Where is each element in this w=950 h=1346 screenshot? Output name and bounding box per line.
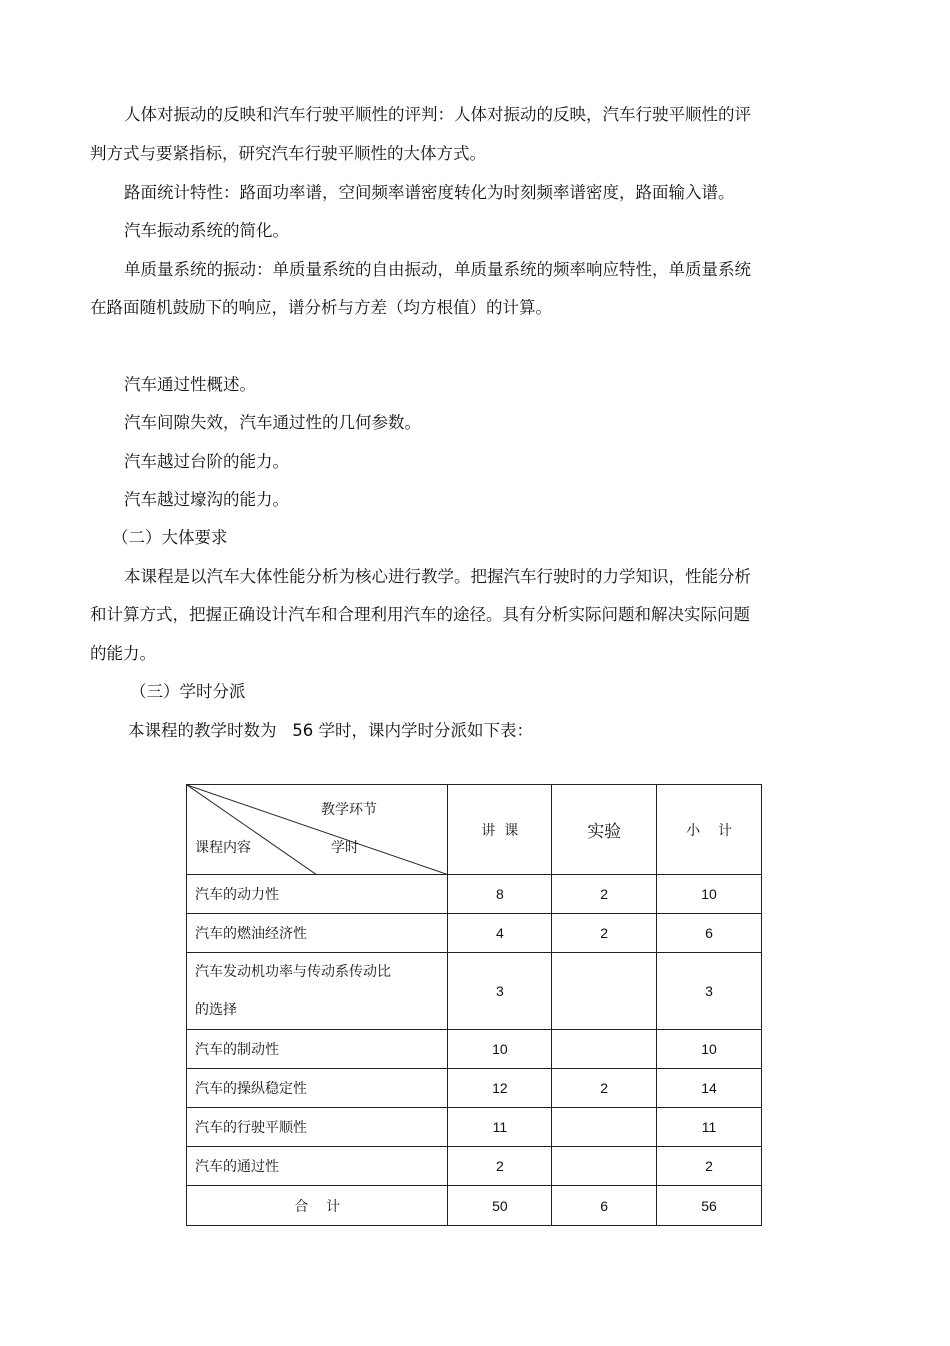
paragraph-line: 汽车通过性概述。	[124, 375, 256, 394]
row-course-line1: 汽车发动机功率与传动系传动比	[195, 964, 391, 980]
paragraph-line: 汽车越过台阶的能力。	[124, 452, 289, 471]
paragraph-line: 汽车间隙失效，汽车通过性的几何参数。	[124, 413, 421, 432]
row-lab: 2	[552, 1069, 657, 1108]
row-subtotal: 11	[657, 1108, 762, 1147]
paragraph-line: 路面统计特性：路面功率谱，空间频率谱密度转化为时刻频率谱密度，路面输入谱。	[124, 183, 735, 202]
table-row	[187, 914, 762, 953]
section-heading: （二）大体要求	[112, 528, 228, 547]
table-row	[187, 1108, 762, 1147]
row-lab	[552, 953, 657, 1030]
row-lab	[552, 1147, 657, 1186]
paragraph-line: 在路面随机鼓励下的响应，谱分析与方差（均方根值）的计算。	[90, 298, 552, 317]
total-label: 合 计	[187, 1186, 448, 1226]
row-lecture: 12	[448, 1069, 552, 1108]
diag-label-top: 教学环节	[321, 802, 377, 818]
table-row	[187, 953, 762, 1030]
row-lab	[552, 1108, 657, 1147]
row-course: 汽车的燃油经济性	[187, 914, 448, 953]
paragraph-line: 汽车振动系统的简化。	[124, 221, 289, 240]
row-lecture: 4	[448, 914, 552, 953]
total-lab: 6	[552, 1186, 657, 1226]
paragraph-line: 本课程的教学时数为 56 学时，课内学时分派如下表：	[128, 721, 533, 740]
table-header-row	[187, 785, 762, 875]
paragraph-line: 和计算方式，把握正确设计汽车和合理利用汽车的途径。具有分析实际问题和解决实际问题	[90, 605, 750, 624]
table-total-row	[187, 1186, 762, 1226]
row-lecture: 8	[448, 875, 552, 914]
paragraph-line: 本课程是以汽车大体性能分析为核心进行教学。把握汽车行驶时的力学知识，性能分析	[124, 567, 751, 586]
row-lecture: 10	[448, 1030, 552, 1069]
row-course: 汽车的动力性	[187, 875, 448, 914]
table-row	[187, 1069, 762, 1108]
row-lecture: 11	[448, 1108, 552, 1147]
row-lab: 2	[552, 875, 657, 914]
col-header-subtotal: 小 计	[657, 785, 762, 875]
row-subtotal: 14	[657, 1069, 762, 1108]
row-course: 汽车的通过性	[187, 1147, 448, 1186]
row-course: 汽车的制动性	[187, 1030, 448, 1069]
row-subtotal: 10	[657, 875, 762, 914]
row-lab: 2	[552, 914, 657, 953]
section-heading: （三）学时分派	[130, 682, 246, 701]
paragraph-line: 单质量系统的振动：单质量系统的自由振动，单质量系统的频率响应特性，单质量系统	[124, 260, 751, 279]
table-row	[187, 1030, 762, 1069]
total-lecture: 50	[448, 1186, 552, 1226]
total-subtotal: 56	[657, 1186, 762, 1226]
diagonal-lines	[187, 785, 449, 875]
paragraph-line: 人体对振动的反映和汽车行驶平顺性的评判：人体对振动的反映，汽车行驶平顺性的评	[124, 105, 751, 124]
paragraph-line: 的能力。	[90, 644, 156, 663]
row-course: 汽车的操纵稳定性	[187, 1069, 448, 1108]
row-subtotal: 2	[657, 1147, 762, 1186]
row-course: 汽车的行驶平顺性	[187, 1108, 448, 1147]
row-course-line2: 的选择	[195, 1002, 237, 1018]
row-course	[187, 953, 448, 1030]
table-row	[187, 875, 762, 914]
table-row	[187, 1147, 762, 1186]
row-lecture: 3	[448, 953, 552, 1030]
col-header-lecture: 讲 课	[448, 785, 552, 875]
row-subtotal: 10	[657, 1030, 762, 1069]
paragraph-line: 判方式与要紧指标，研究汽车行驶平顺性的大体方式。	[90, 144, 486, 163]
diag-label-mid: 学时	[331, 840, 359, 856]
paragraph-line: 汽车越过壕沟的能力。	[124, 490, 289, 509]
row-subtotal: 6	[657, 914, 762, 953]
row-lecture: 2	[448, 1147, 552, 1186]
col-header-lab: 实验	[552, 785, 657, 875]
diagonal-header-cell	[187, 785, 448, 875]
row-lab	[552, 1030, 657, 1069]
diag-label-left: 课程内容	[195, 840, 251, 856]
row-subtotal: 3	[657, 953, 762, 1030]
hours-table	[186, 784, 762, 1226]
